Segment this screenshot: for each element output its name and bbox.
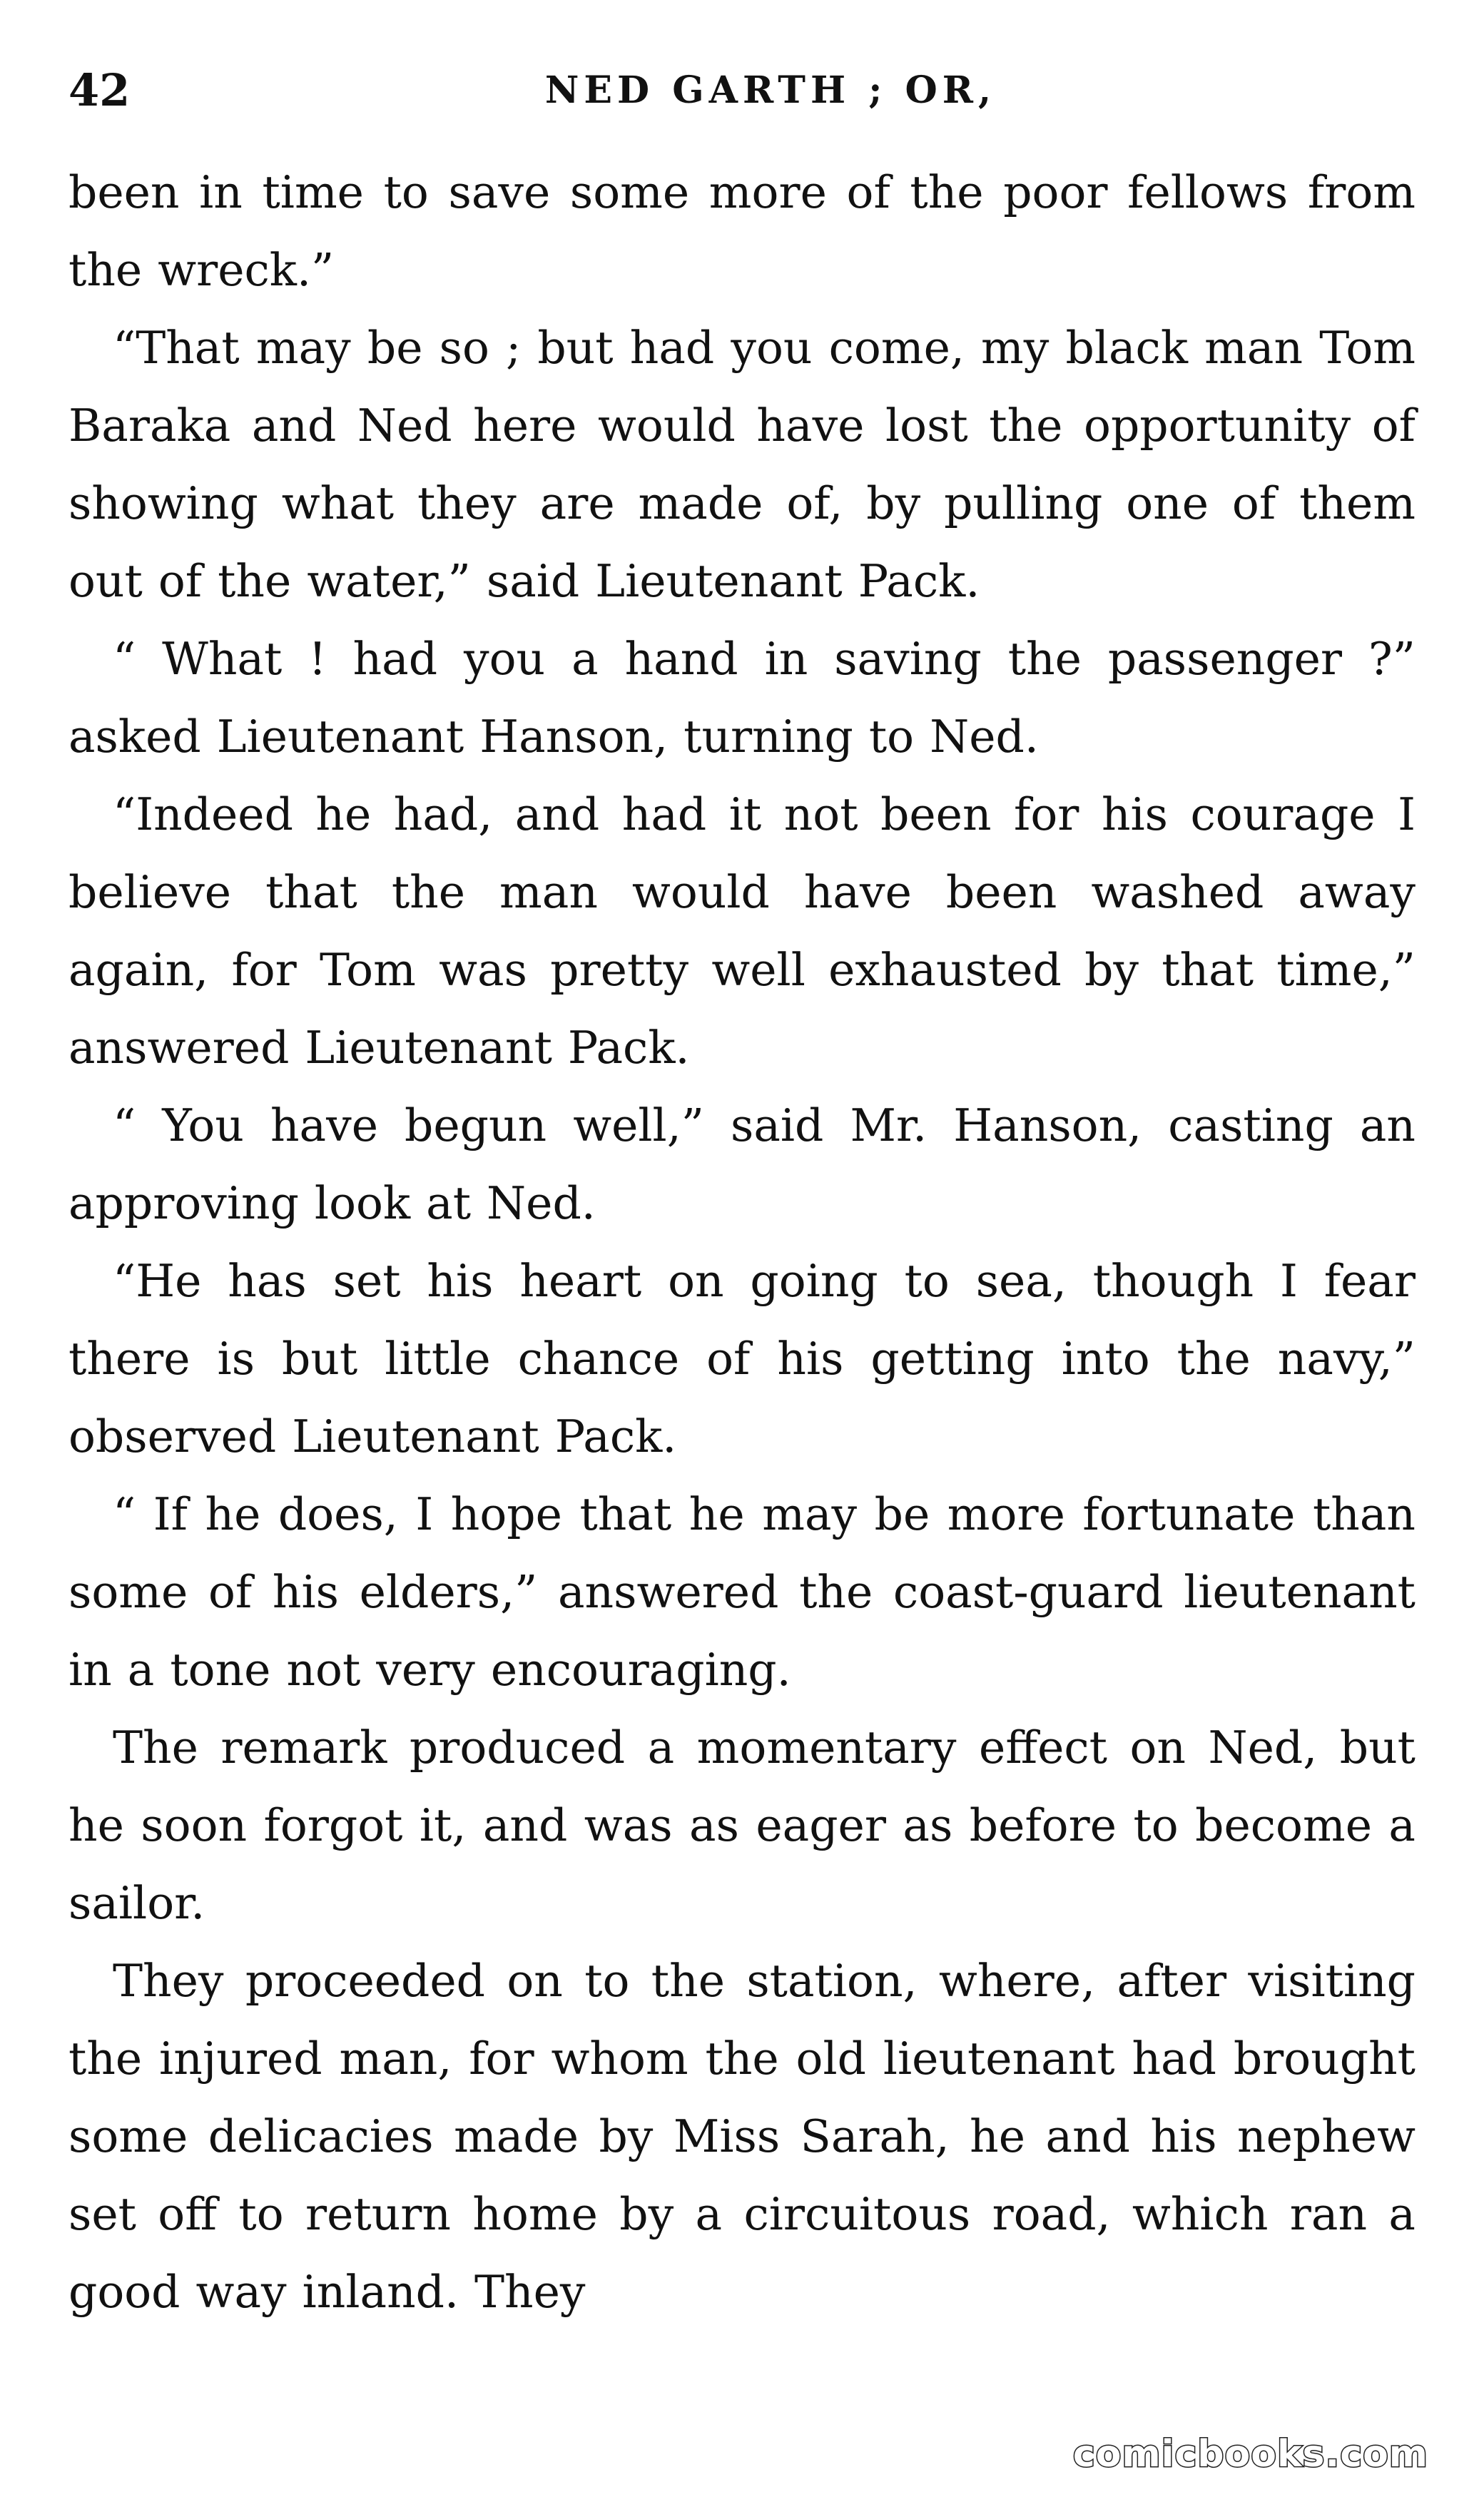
paragraph: “ If he does, I hope that he may be more fortunate than some of his elders,” answered the coast-guard lieutenant in a tone not very encouraging.	[68, 1488, 1416, 1696]
paragraph: “That may be so ; but had you come, my black man Tom Baraka and Ned here would have lost the opportunity of showing what they are made of, by pulling one of them out of the water,” said Lieutenant Pack.	[68, 322, 1416, 607]
paragraph: “He has set his heart on going to sea, though I fear there is but little chance of his getting into the navy,” observed Lieutenant Pack.	[68, 1255, 1416, 1463]
paragraph: The remark produced a momentary effect on Ned, but he soon forgot it, and was as eager as before to become a sailor.	[68, 1722, 1416, 1929]
page-header	[68, 59, 1416, 123]
watermark: comicbooks.com	[1072, 2433, 1428, 2476]
paragraph: “Indeed he had, and had it not been for his courage I believe that the man would have been washed away again, for Tom was pretty well exhausted by that time,” answered Lieutenant Pack.	[68, 788, 1416, 1074]
page-number: 42	[68, 64, 131, 116]
paragraph: They proceeded on to the station, where, after visiting the injured man, for whom the old lieutenant had brought some delicacies made by Miss Sarah, he and his nephew set off to return home by a circuitous road, which ran a good way inland. They	[68, 1955, 1416, 2318]
body-text	[68, 153, 1416, 2331]
paragraph: “ You have begun well,” said Mr. Hanson, casting an approving look at Ned.	[68, 1099, 1416, 1229]
paragraph: been in time to save some more of the poor fellows from the wreck.”	[68, 166, 1416, 296]
running-head: NED GARTH ; OR,	[544, 68, 997, 112]
paragraph: “ What ! had you a hand in saving the passenger ?” asked Lieutenant Hanson, turning to Ned.	[68, 633, 1416, 763]
